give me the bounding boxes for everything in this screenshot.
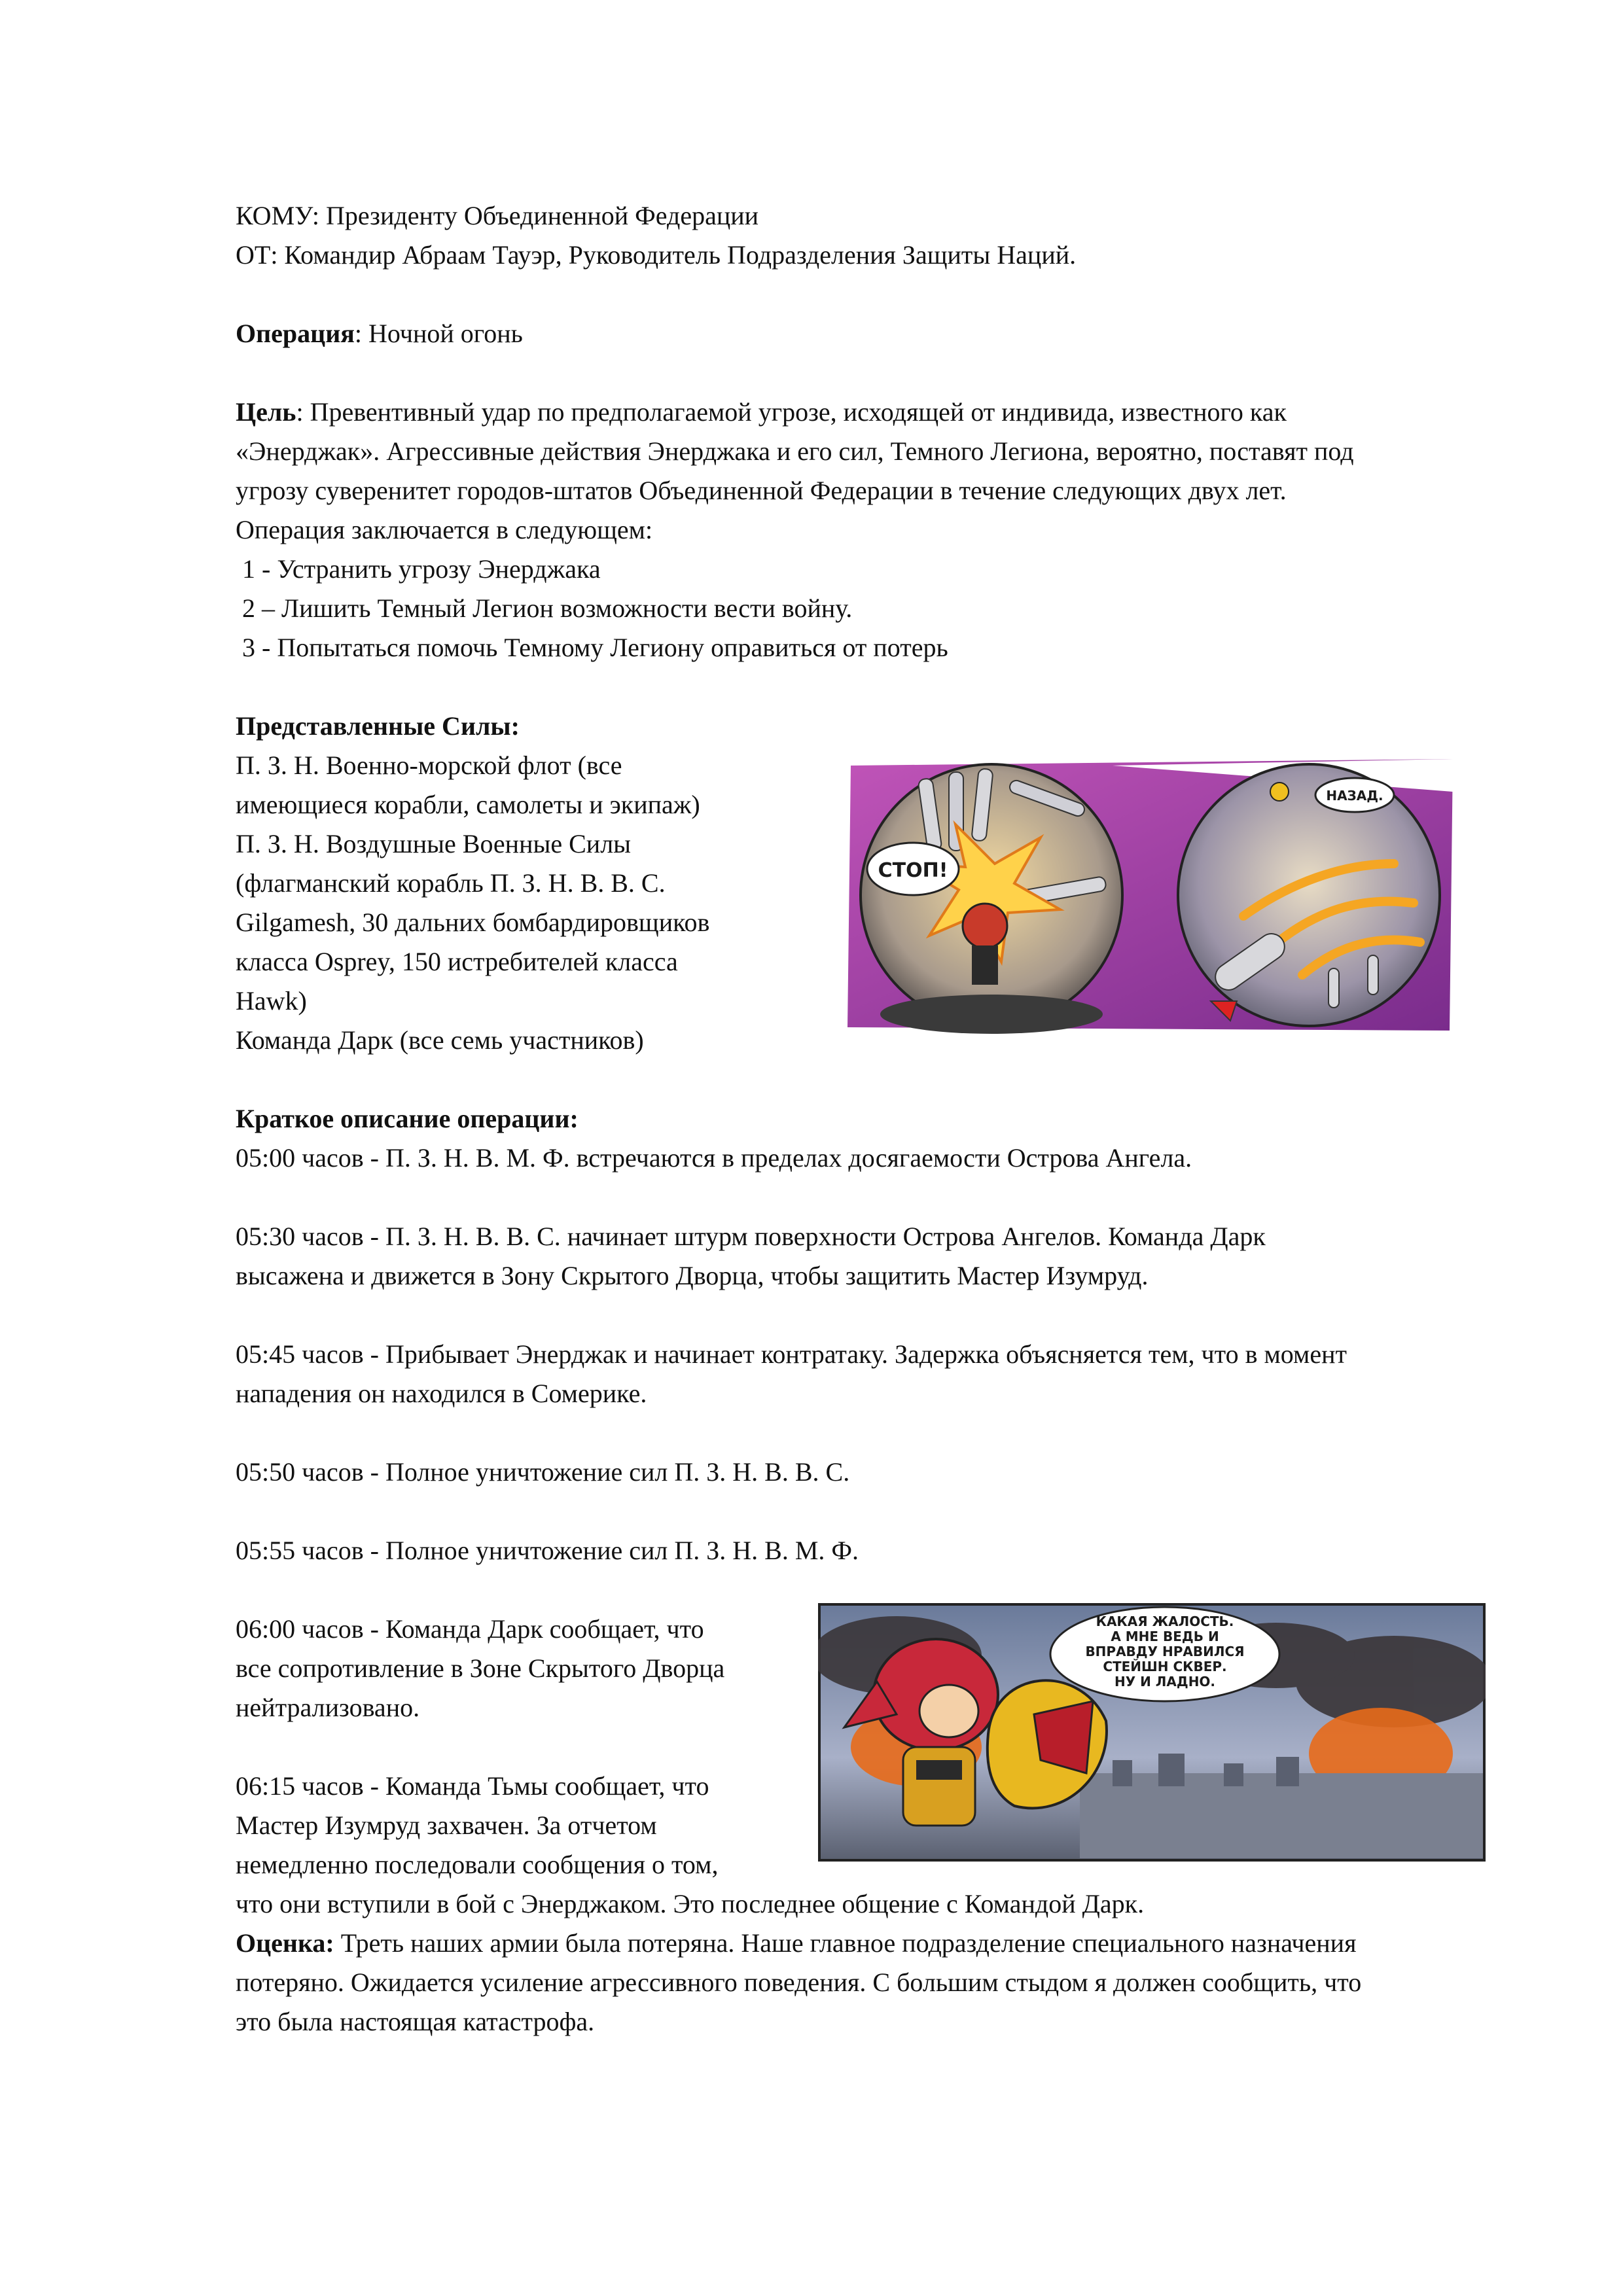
forces-line: Hawk) xyxy=(236,986,307,1016)
forces-line: имеющиеся корабли, самолеты и экипаж) xyxy=(236,790,700,819)
timeline-0615: 06:15 часов - Команда Тьмы сообщает, что xyxy=(236,1771,709,1801)
goal-item-2: 2 – Лишить Темный Легион возможности вести войну. xyxy=(236,593,853,623)
timeline-0600: 06:00 часов - Команда Дарк сообщает, что xyxy=(236,1614,704,1644)
forces-line: (флагманский корабль П. З. Н. В. В. С. xyxy=(236,868,666,898)
assessment-line-1 xyxy=(236,1924,1356,1963)
assessment-line-2: потеряно. Ожидается усиление агрессивного поведения. С большим стыдом я должен сообщить, что xyxy=(236,1968,1362,1997)
comic-missiles-illustration xyxy=(844,752,1456,1034)
timeline-0500: 05:00 часов - П. З. Н. В. М. Ф. встречаются в пределах досягаемости Острова Ангела. xyxy=(236,1143,1192,1173)
timeline-0530: 05:30 часов - П. З. Н. В. В. С. начинает штурм поверхности Острова Ангелов. Команда Дарк xyxy=(236,1222,1266,1251)
forces-line: П. З. Н. Военно-морской флот (все xyxy=(236,751,622,780)
forces-heading: Представленные Силы: xyxy=(236,711,520,741)
timeline-0600-cont: нейтрализовано. xyxy=(236,1693,420,1722)
forces-line: Команда Дарк (все семь участников) xyxy=(236,1025,644,1055)
goal-line-2: «Энерджак». Агрессивные действия Энерджака и его сил, Темного Легиона, вероятно, поставят под xyxy=(236,436,1354,466)
goal-item-1: 1 - Устранить угрозу Энерджака xyxy=(236,554,601,584)
comic-city-illustration xyxy=(818,1603,1486,1862)
recipient-line: КОМУ: Президенту Объединенной Федерации xyxy=(236,201,759,230)
comic-panel-missiles xyxy=(844,752,1456,1034)
forces-line: П. З. Н. Воздушные Военные Силы xyxy=(236,829,632,858)
timeline-0545: 05:45 часов - Прибывает Энерджак и начинает контратаку. Задержка объясняется тем, что в момент xyxy=(236,1339,1347,1369)
goal-line-4: Операция заключается в следующем: xyxy=(236,515,653,544)
stop-bubble-text: СТОП! xyxy=(878,859,948,882)
sender-line: ОТ: Командир Абраам Тауэр, Руководитель Подразделения Защиты Наций. xyxy=(236,240,1077,270)
goal-item-3: 3 - Попытаться помочь Темному Легиону оправиться от потерь xyxy=(236,633,948,662)
forces-line: класса Osprey, 150 истребителей класса xyxy=(236,947,678,976)
bubble-line: ВПРАВДУ НРАВИЛСЯ xyxy=(1085,1644,1245,1659)
forces-line: Gilgamesh, 30 дальних бомбардировщиков xyxy=(236,908,710,937)
bubble-line: А МНЕ ВЕДЬ И xyxy=(1111,1629,1219,1644)
assessment-text: Треть наших армии была потеряна. Наше главное подразделение специального назначения xyxy=(334,1928,1357,1958)
goal-line-3: угрозу суверенитет городов-штатов Объединенной Федерации в течение следующих двух лет. xyxy=(236,476,1287,505)
timeline-0600-cont: все сопротивление в Зоне Скрытого Дворца xyxy=(236,1653,725,1683)
timeline-0615-cont: Мастер Изумруд захвачен. За отчетом xyxy=(236,1810,657,1840)
goal-line-1 xyxy=(236,393,1287,432)
summary-heading: Краткое описание операции: xyxy=(236,1104,579,1133)
bubble-line: НУ И ЛАДНО. xyxy=(1114,1674,1216,1689)
operation-label: Операция xyxy=(236,319,355,348)
timeline-0545-cont: нападения он находился в Сомерике. xyxy=(236,1379,647,1408)
timeline-0615-cont: что они вступили в бой с Энерджаком. Это последнее общение с Командой Дарк. xyxy=(236,1889,1145,1918)
timeline-0530-cont: высажена и движется в Зону Скрытого Дворца, чтобы защитить Мастер Изумруд. xyxy=(236,1261,1149,1290)
goal-text: : Превентивный удар по предполагаемой угрозе, исходящей от индивида, известного как xyxy=(296,397,1287,427)
back-bubble-text: НАЗАД. xyxy=(1326,788,1383,804)
timeline-0550: 05:50 часов - Полное уничтожение сил П. З. Н. В. В. С. xyxy=(236,1457,850,1487)
operation-value: : Ночной огонь xyxy=(354,319,523,348)
right-comic-circle xyxy=(1178,764,1440,1026)
goal-label: Цель xyxy=(236,397,296,427)
assessment-line-3: это была настоящая катастрофа. xyxy=(236,2007,595,2036)
bubble-line: КАКАЯ ЖАЛОСТЬ. xyxy=(1096,1614,1234,1629)
bubble-line: СТЕЙШН СКВЕР. xyxy=(1103,1659,1227,1674)
comic-panel-city xyxy=(818,1603,1486,1862)
operation-line xyxy=(236,314,523,353)
timeline-0615-cont: немедленно последовали сообщения о том, xyxy=(236,1850,719,1879)
timeline-0555: 05:55 часов - Полное уничтожение сил П. З. Н. В. М. Ф. xyxy=(236,1536,859,1565)
assessment-label: Оценка: xyxy=(236,1928,334,1958)
